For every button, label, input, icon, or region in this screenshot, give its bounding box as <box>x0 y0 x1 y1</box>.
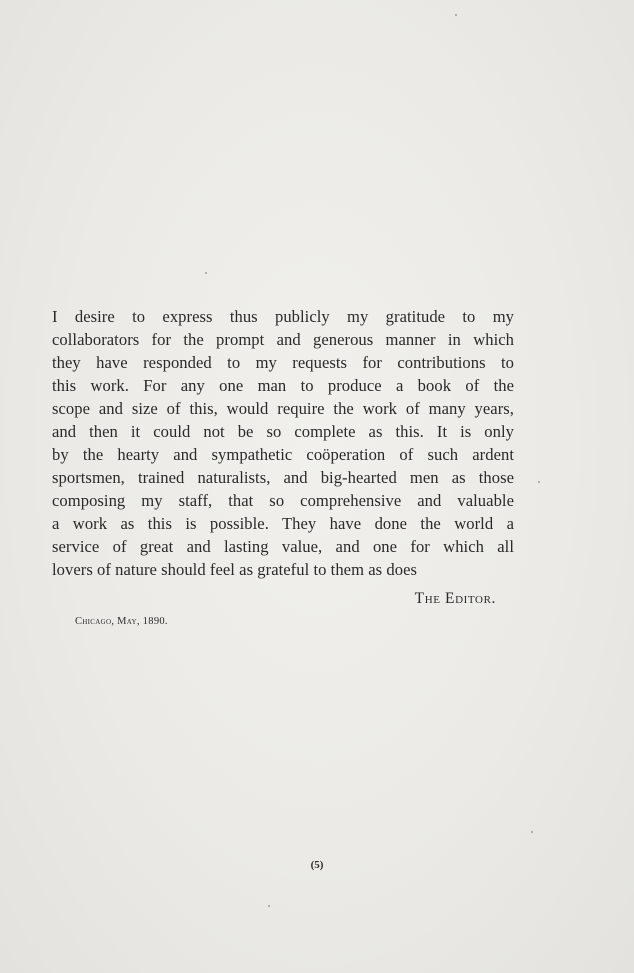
paper-speck <box>205 272 207 274</box>
dateline: Chicago, May, 1890. <box>75 616 168 627</box>
paper-speck <box>531 831 533 833</box>
body-line: a work as this is possible. They have done the world a <box>52 514 514 533</box>
paper-speck <box>268 905 270 907</box>
body-line: I desire to express thus publicly my gratitude to my <box>52 307 514 326</box>
body-line: scope and size of this, would require the work of many years, <box>52 399 514 418</box>
editor-signature: The Editor. <box>414 590 496 607</box>
body-line: this work. For any one man to produce a book of the <box>52 376 514 395</box>
body-line: they have responded to my requests for contributions to <box>52 353 514 372</box>
body-line: by the hearty and sympathetic coöperation of such ardent <box>52 445 514 464</box>
page-number: (5) <box>310 859 324 871</box>
body-line: composing my staff, that so comprehensive and valuable <box>52 491 514 510</box>
body-line: collaborators for the prompt and generous manner in which <box>52 330 514 349</box>
body-paragraph <box>52 305 514 581</box>
body-line: sportsmen, trained naturalists, and big-hearted men as those <box>52 468 514 487</box>
body-line: lovers of nature should feel as grateful to them as does <box>52 560 417 579</box>
body-line: and then it could not be so complete as this. It is only <box>52 422 514 441</box>
body-line: service of great and lasting value, and one for which all <box>52 537 514 556</box>
paper-speck <box>455 14 457 16</box>
paper-speck <box>538 481 540 483</box>
